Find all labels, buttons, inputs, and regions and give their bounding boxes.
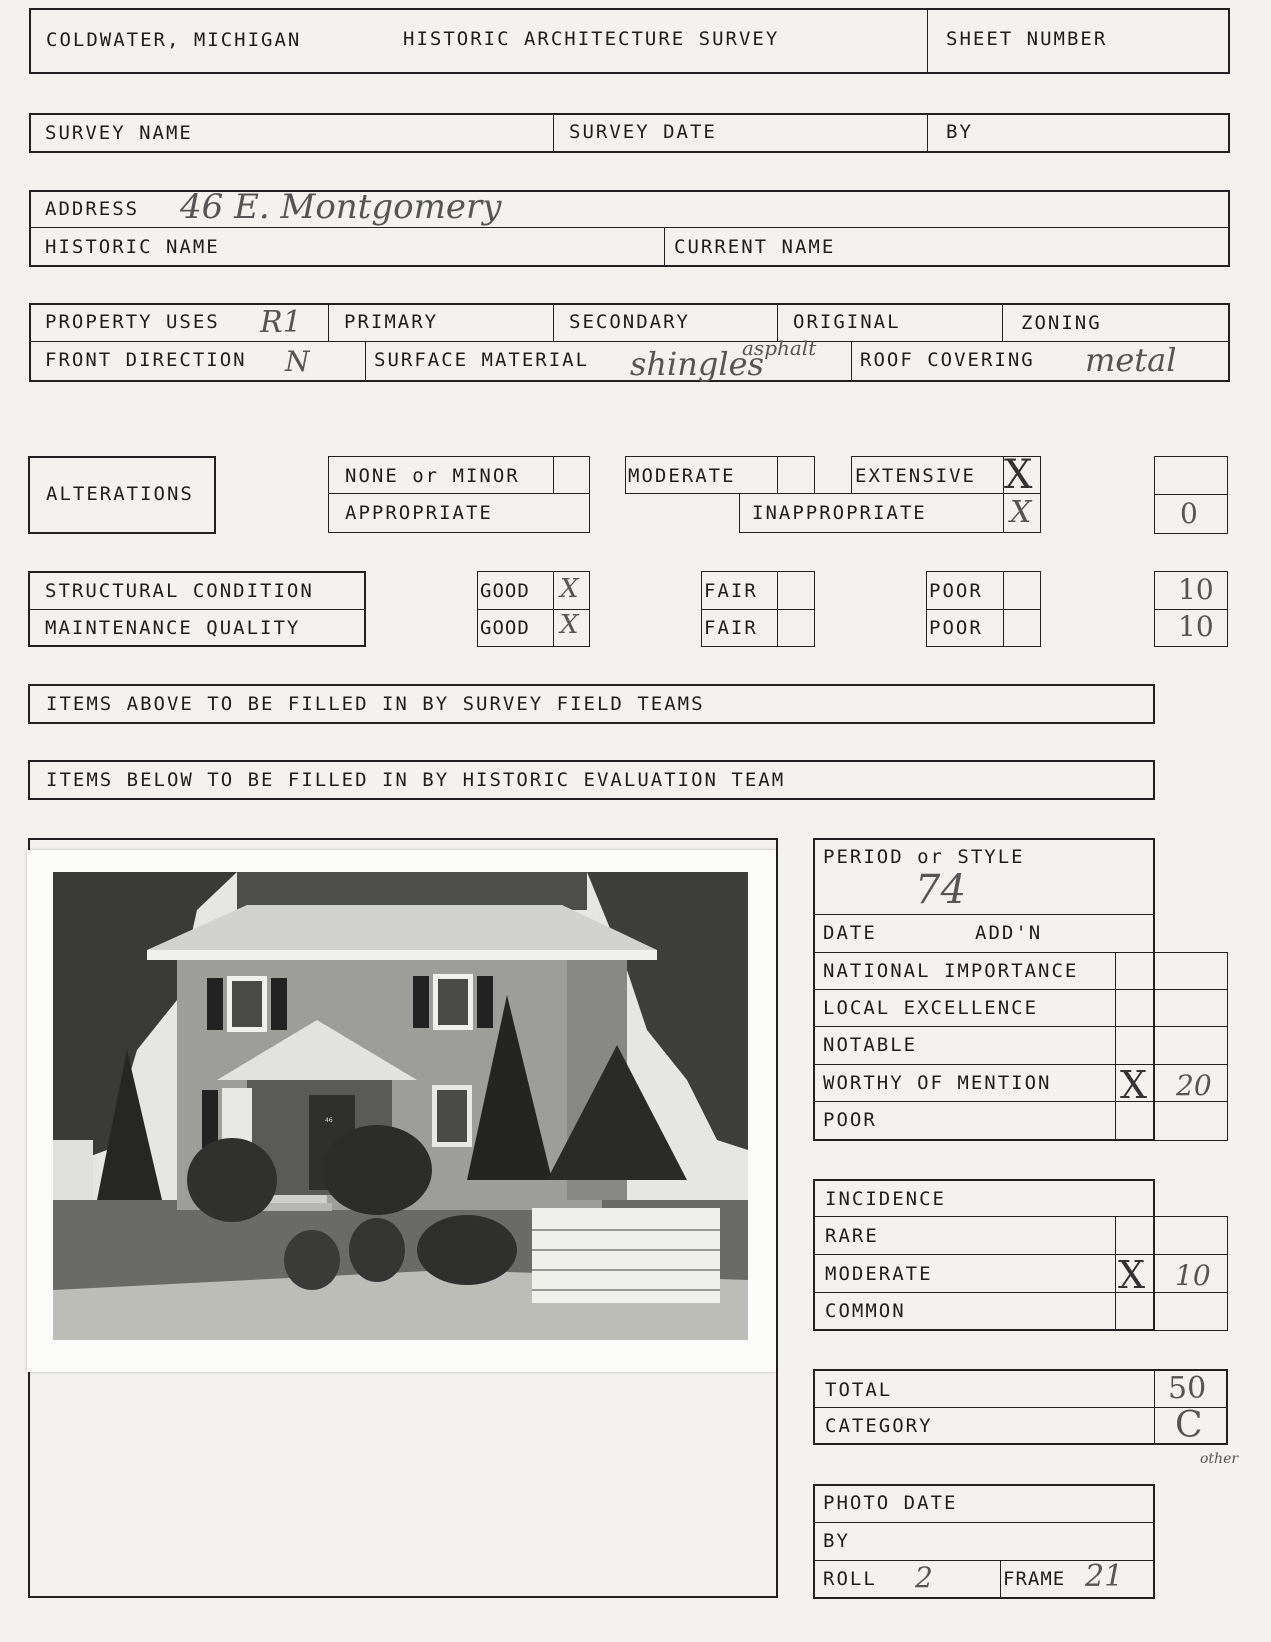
- structural-fair-label: FAIR: [704, 580, 758, 602]
- inappropriate-label: INAPPROPRIATE: [752, 502, 927, 524]
- city-label: COLDWATER, MICHIGAN: [46, 29, 302, 51]
- house-photo-image: [27, 850, 776, 1372]
- surface-material-value: shingles: [630, 345, 764, 383]
- historic-name-label: HISTORIC NAME: [45, 236, 220, 258]
- front-direction-label: FRONT DIRECTION: [45, 349, 247, 371]
- maintenance-mark: X: [560, 610, 579, 640]
- maintenance-good-label: GOOD: [480, 617, 530, 639]
- inc-moderate-label: MODERATE: [825, 1263, 933, 1285]
- maintenance-poor-label: POOR: [929, 617, 983, 639]
- maintenance-quality-label: MAINTENANCE QUALITY: [45, 617, 301, 639]
- period-label: PERIOD or STYLE: [823, 846, 1025, 868]
- total-label: TOTAL: [825, 1379, 893, 1401]
- roof-covering-value: metal: [1085, 341, 1177, 379]
- secondary-label: SECONDARY: [569, 311, 690, 333]
- original-label: ORIGINAL: [793, 311, 901, 333]
- maintenance-score: 10: [1178, 610, 1214, 643]
- zoning-label: ZONING: [1021, 312, 1102, 334]
- structural-condition-label: STRUCTURAL CONDITION: [45, 580, 314, 602]
- worthy-label: WORTHY OF MENTION: [823, 1072, 1052, 1094]
- survey-date-label: SURVEY DATE: [569, 121, 717, 143]
- structural-good-label: GOOD: [480, 580, 530, 602]
- survey-name-label: SURVEY NAME: [45, 122, 193, 144]
- property-uses-label: PROPERTY USES: [45, 311, 220, 333]
- addn-label: ADD'N: [975, 922, 1043, 944]
- inc-moderate-mark: X: [1118, 1253, 1146, 1297]
- property-uses-value: R1: [260, 305, 302, 340]
- period-value: 74: [915, 867, 966, 913]
- address-value: 46 E. Montgomery: [180, 187, 502, 227]
- notes-above: ITEMS ABOVE TO BE FILLED IN BY SURVEY FIELD TEAMS: [46, 693, 705, 715]
- frame-value: 21: [1085, 1559, 1124, 1594]
- total-value: 50: [1168, 1371, 1207, 1406]
- roll-value: 2: [915, 1561, 933, 1594]
- incidence-label: INCIDENCE: [825, 1188, 946, 1210]
- common-label: COMMON: [825, 1300, 906, 1322]
- survey-title: HISTORIC ARCHITECTURE SURVEY: [403, 28, 780, 50]
- notable-label: NOTABLE: [823, 1034, 918, 1056]
- extensive-label: EXTENSIVE: [855, 465, 976, 487]
- address-label: ADDRESS: [45, 198, 140, 220]
- extensive-mark: X: [1004, 452, 1033, 498]
- appropriate-label: APPROPRIATE: [345, 502, 493, 524]
- roll-label: ROLL: [823, 1568, 877, 1590]
- category-label: CATEGORY: [825, 1415, 933, 1437]
- worthy-mark: X: [1120, 1063, 1148, 1107]
- inappropriate-mark: X: [1010, 495, 1032, 530]
- structural-score: 10: [1178, 573, 1214, 606]
- moderate-label: MODERATE: [628, 465, 736, 487]
- front-direction-value: N: [285, 345, 310, 378]
- none-minor-label: NONE or MINOR: [345, 465, 520, 487]
- worthy-score: 20: [1176, 1069, 1212, 1102]
- alterations-label: ALTERATIONS: [46, 483, 194, 505]
- current-name-label: CURRENT NAME: [674, 236, 836, 258]
- house-number: 46: [325, 1117, 333, 1124]
- category-note: other: [1200, 1451, 1239, 1467]
- primary-label: PRIMARY: [344, 311, 439, 333]
- surface-material-label: SURFACE MATERIAL: [374, 349, 590, 371]
- photo-by-label: BY: [823, 1530, 850, 1552]
- roof-covering-label: ROOF COVERING: [860, 349, 1035, 371]
- rare-label: RARE: [825, 1225, 879, 1247]
- frame-label: FRAME: [1003, 1568, 1066, 1590]
- eval-poor-label: POOR: [823, 1109, 877, 1131]
- national-importance-label: NATIONAL IMPORTANCE: [823, 960, 1079, 982]
- date-label: DATE: [823, 922, 877, 944]
- maintenance-fair-label: FAIR: [704, 617, 758, 639]
- local-excellence-label: LOCAL EXCELLENCE: [823, 997, 1039, 1019]
- sheet-number-label: SHEET NUMBER: [946, 28, 1108, 50]
- surface-material-note: asphalt: [742, 336, 817, 360]
- structural-mark: X: [560, 574, 579, 604]
- inc-moderate-score: 10: [1175, 1259, 1211, 1292]
- by-label: BY: [946, 121, 973, 143]
- house-photo: [27, 850, 776, 1372]
- photo-date-label: PHOTO DATE: [823, 1492, 958, 1514]
- notes-below: ITEMS BELOW TO BE FILLED IN BY HISTORIC EVALUATION TEAM: [46, 769, 786, 791]
- alterations-score: 0: [1180, 497, 1198, 530]
- category-value: C: [1175, 1405, 1203, 1446]
- structural-poor-label: POOR: [929, 580, 983, 602]
